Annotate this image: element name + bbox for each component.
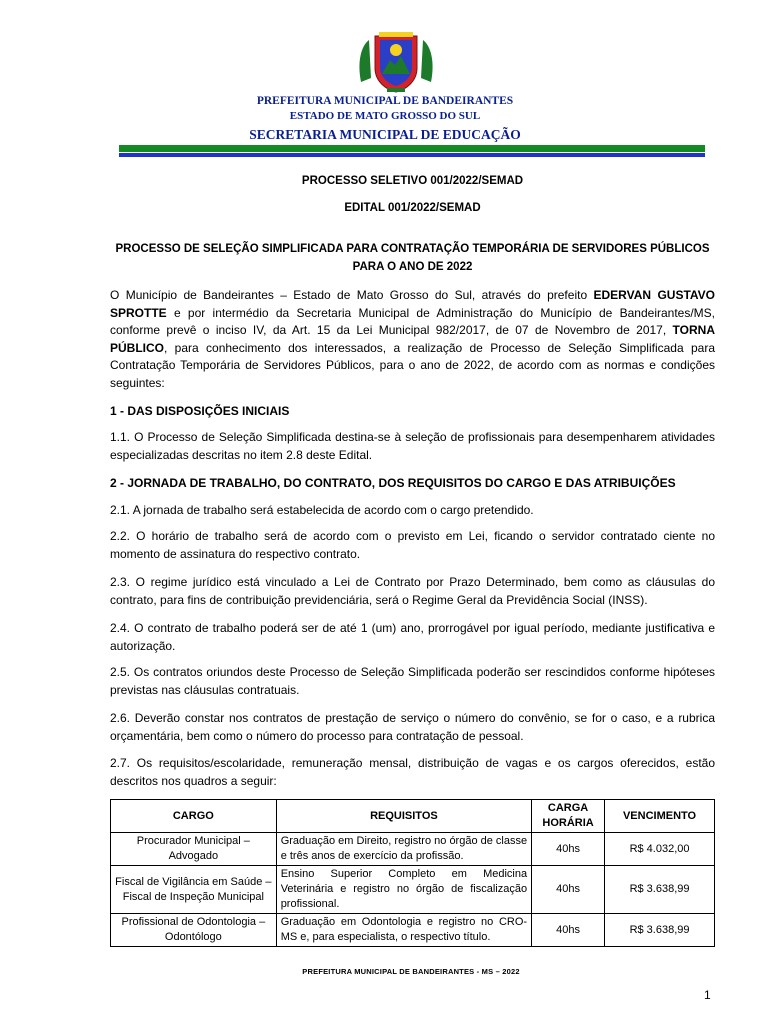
header-cargo: CARGO — [111, 800, 277, 833]
item-2-4: 2.4. O contrato de trabalho poderá ser de até 1 (um) ano, prorrogável por igual período, mediante justificativa e autorização. — [110, 621, 715, 653]
vencimento-cell: R$ 3.638,99 — [605, 914, 715, 947]
document-title-line1: PROCESSO DE SELEÇÃO SIMPLIFICADA PARA CONTRATAÇÃO TEMPORÁRIA DE SERVIDORES PÚBLICOS — [115, 243, 710, 255]
vencimento-cell: R$ 3.638,99 — [605, 866, 715, 914]
edital-number: EDITAL 001/2022/SEMAD — [344, 202, 481, 214]
cargo-cell: Profissional de Odontologia – Odontólogo — [111, 914, 277, 947]
table-row — [111, 833, 715, 866]
vencimento-cell: R$ 4.032,00 — [605, 833, 715, 866]
item-2-2: 2.2. O horário de trabalho será de acordo com o previsto em Lei, ficando o servidor contratado ciente no momento de assinatura do respectivo contrato. — [110, 529, 715, 561]
cargo-cell: Fiscal de Vigilância em Saúde – Fiscal de Inspeção Municipal — [111, 866, 277, 914]
positions-table — [110, 799, 715, 947]
intro-text-1: O Município de Bandeirantes – Estado de Mato Grosso do Sul, através do prefeito — [110, 288, 594, 302]
header-carga-horaria: CARGA HORÁRIA — [532, 800, 605, 833]
item-2-3: 2.3. O regime jurídico está vinculado a Lei de Contrato por Prazo Determinado, bem como as cláusulas do contrato, para fins de contribuição previdenciária, será o Regime Geral da Previdência Social (INSS). — [110, 575, 715, 607]
item-2-7: 2.7. Os requisitos/escolaridade, remuneração mensal, distribuição de vagas e os cargos oferecidos, estão descritos nos quadros a seguir: — [110, 756, 715, 788]
header-divider-green — [119, 145, 705, 152]
intro-paragraph — [110, 287, 715, 393]
requisitos-cell: Graduação em Direito, registro no órgão de classe e três anos de exercício da profissão. — [276, 833, 531, 866]
document-title-line2: PARA O ANO DE 2022 — [352, 261, 473, 273]
requisitos-cell: Ensino Superior Completo em Medicina Veterinária e registro no órgão de fiscalização profissional. — [276, 866, 531, 914]
municipal-coat-of-arms-logo — [357, 32, 435, 94]
process-number: PROCESSO SELETIVO 001/2022/SEMAD — [301, 175, 524, 187]
item-2-5: 2.5. Os contratos oriundos deste Processo de Seleção Simplificada poderão ser rescindidos conforme hipóteses previstas nas cláusulas contratuais. — [110, 665, 715, 697]
section2-title: 2 - JORNADA DE TRABALHO, DO CONTRATO, DOS REQUISITOS DO CARGO E DAS ATRIBUIÇÕES — [110, 476, 676, 490]
table-row — [111, 914, 715, 947]
carga-cell: 40hs — [532, 914, 605, 947]
carga-cell: 40hs — [532, 833, 605, 866]
header-vencimento: VENCIMENTO — [605, 800, 715, 833]
carga-cell: 40hs — [532, 866, 605, 914]
mayor-name: EDERVAN GUSTAVO SPROTTE — [110, 288, 715, 320]
header-secretaria: SECRETARIA MUNICIPAL DE EDUCAÇÃO — [249, 127, 521, 142]
intro-text-3: , para conhecimento dos interessados, a realização de Processo de Seleção Simplificada para Contratação Temporária de Servidores Públicos, para o ano de 2022, de acordo com as normas e condições seguintes: — [110, 340, 715, 390]
torna-publico: TORNA PÚBLICO — [110, 323, 715, 355]
section1-title: 1 - DAS DISPOSIÇÕES INICIAIS — [110, 404, 290, 418]
page-footer: PREFEITURA MUNICIPAL DE BANDEIRANTES - MS – 2022 — [302, 967, 520, 976]
header-requisitos: REQUISITOS — [276, 800, 531, 833]
header-estado: ESTADO DE MATO GROSSO DO SUL — [289, 110, 481, 122]
table-row — [111, 866, 715, 914]
item-1-1: 1.1. O Processo de Seleção Simplificada destina-se à seleção de profissionais para desempenharem atividades especializadas descritas no item 2.8 deste Edital. — [110, 430, 715, 462]
item-2-6: 2.6. Deverão constar nos contratos de prestação de serviço o número do convênio, se for o caso, e a rubrica orçamentária, bem como o número do processo para contratação de pessoal. — [110, 711, 715, 743]
page-number: 1 — [704, 988, 711, 1002]
header-prefeitura: PREFEITURA MUNICIPAL DE BANDEIRANTES — [256, 95, 514, 107]
requisitos-cell: Graduação em Odontologia e registro no CRO-MS e, para especialista, o respectivo título. — [276, 914, 531, 947]
cargo-cell: Procurador Municipal – Advogado — [111, 833, 277, 866]
table-header-row — [111, 800, 715, 833]
header-divider-blue — [119, 153, 705, 157]
intro-text-2: e por intermédio da Secretaria Municipal de Administração do Município de Bandeirantes/MS, conforme prevê o inciso IV, da Art. 15 da Lei Municipal 982/2017, de 07 de Novembro de 2017, — [110, 305, 715, 338]
item-2-1: 2.1. A jornada de trabalho será estabelecida de acordo com o cargo pretendido. — [110, 503, 534, 517]
